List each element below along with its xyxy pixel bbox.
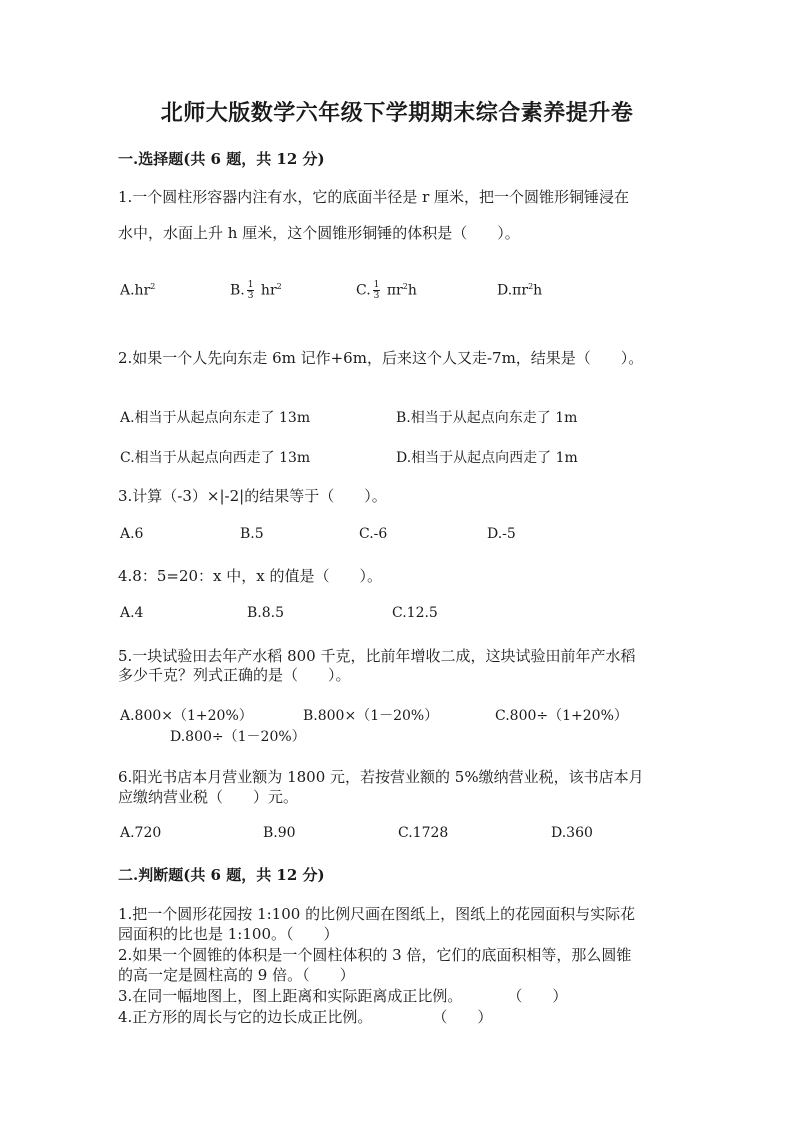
fraction-denominator: 3 xyxy=(373,291,380,301)
q1-option-b-rest: hr xyxy=(256,282,277,299)
q1-option-d-text: D.πr xyxy=(497,282,529,299)
q5-option-d: D.800÷（1－20%） xyxy=(170,729,306,745)
q5-option-c: C.800÷（1+20%） xyxy=(495,708,628,724)
superscript: 2 xyxy=(276,281,282,291)
q4-option-a: A.4 xyxy=(120,605,144,621)
q2-option-a: A.相当于从起点向东走了 13m xyxy=(120,410,311,426)
j4: 4.正方形的周长与它的边长成正比例。 （ ） xyxy=(118,1008,493,1026)
q1-option-c-rest: πr xyxy=(382,282,403,299)
q2-option-c: C.相当于从起点向西走了 13m xyxy=(120,450,311,466)
q3-option-b: B.5 xyxy=(240,526,264,542)
q1-option-d xyxy=(497,282,542,299)
q1-line2: 水中，水面上升 h 厘米，这个圆锥形铜锤的体积是（ ）。 xyxy=(118,224,520,242)
superscript: 2 xyxy=(402,281,408,291)
q4-stem: 4.8：5=20：x 中，x 的值是（ ）。 xyxy=(118,567,383,585)
q1-option-d-tail: h xyxy=(533,282,543,299)
fraction-numerator: 1 xyxy=(247,280,254,290)
q1-line1: 1.一个圆柱形容器内注有水，它的底面半径是 r 厘米，把一个圆锥形铜锤浸在 xyxy=(118,188,630,206)
j1-line2: 园面积的比也是 1:100。（ ） xyxy=(118,925,339,943)
superscript: 2 xyxy=(528,282,534,291)
section1-heading: 一.选择题(共 6 题，共 12 分) xyxy=(118,150,325,168)
q3-stem: 3.计算（-3）×|-2|的结果等于（ ）。 xyxy=(118,487,387,505)
q1-option-c-prefix: C. xyxy=(356,282,371,299)
q3-option-c: C.-6 xyxy=(359,526,388,542)
fraction xyxy=(247,280,255,301)
q3-option-d: D.-5 xyxy=(487,526,516,542)
j3: 3.在同一幅地图上，图上距离和实际距离成正比例。 （ ） xyxy=(118,987,568,1005)
q2-option-b: B.相当于从起点向东走了 1m xyxy=(396,410,578,426)
q1-option-b xyxy=(230,280,282,301)
q2-option-d: D.相当于从起点向西走了 1m xyxy=(396,450,578,466)
q1-option-c xyxy=(356,280,417,301)
q1-option-c-tail: h xyxy=(407,282,417,299)
fraction xyxy=(373,280,381,301)
q6-option-b: B.90 xyxy=(263,825,296,841)
q2-stem: 2.如果一个人先向东走 6m 记作+6m，后来这个人又走-7m，结果是（ ）。 xyxy=(118,349,644,367)
q4-option-c: C.12.5 xyxy=(392,605,438,621)
q6-line2: 应缴纳营业税（ ）元。 xyxy=(118,788,299,806)
q1-option-b-prefix: B. xyxy=(230,282,245,299)
q5-option-a: A.800×（1+20%） xyxy=(120,708,253,724)
q5-line2: 多少千克？列式正确的是（ ）。 xyxy=(118,666,351,684)
q6-line1: 6.阳光书店本月营业额为 1800 元，若按营业额的 5%缴纳营业税，该书店本月 xyxy=(118,768,644,786)
q5-line1: 5.一块试验田去年产水稻 800 千克，比前年增收二成，这块试验田前年产水稻 xyxy=(118,647,636,665)
q6-option-d: D.360 xyxy=(551,825,593,841)
q1-option-a xyxy=(120,282,155,299)
q5-option-b: B.800×（1－20%） xyxy=(303,708,439,724)
q6-option-c: C.1728 xyxy=(398,825,449,841)
page-title: 北师大版数学六年级下学期期末综合素养提升卷 xyxy=(160,100,634,126)
fraction-denominator: 3 xyxy=(247,291,254,301)
q6-option-a: A.720 xyxy=(120,825,162,841)
j2-line2: 的高一定是圆柱高的 9 倍。（ ） xyxy=(118,966,355,984)
fraction-numerator: 1 xyxy=(373,280,380,290)
section2-heading: 二.判断题(共 6 题，共 12 分) xyxy=(118,866,325,884)
q1-option-a-text: A.hr xyxy=(120,282,151,299)
superscript: 2 xyxy=(150,282,156,291)
q3-option-a: A.6 xyxy=(120,526,144,542)
j2-line1: 2.如果一个圆锥的体积是一个圆柱体积的 3 倍，它们的底面积相等，那么圆锥 xyxy=(118,946,632,964)
q4-option-b: B.8.5 xyxy=(247,605,285,621)
j1-line1: 1.把一个圆形花园按 1:100 的比例尺画在图纸上，图纸上的花园面积与实际花 xyxy=(118,905,636,923)
